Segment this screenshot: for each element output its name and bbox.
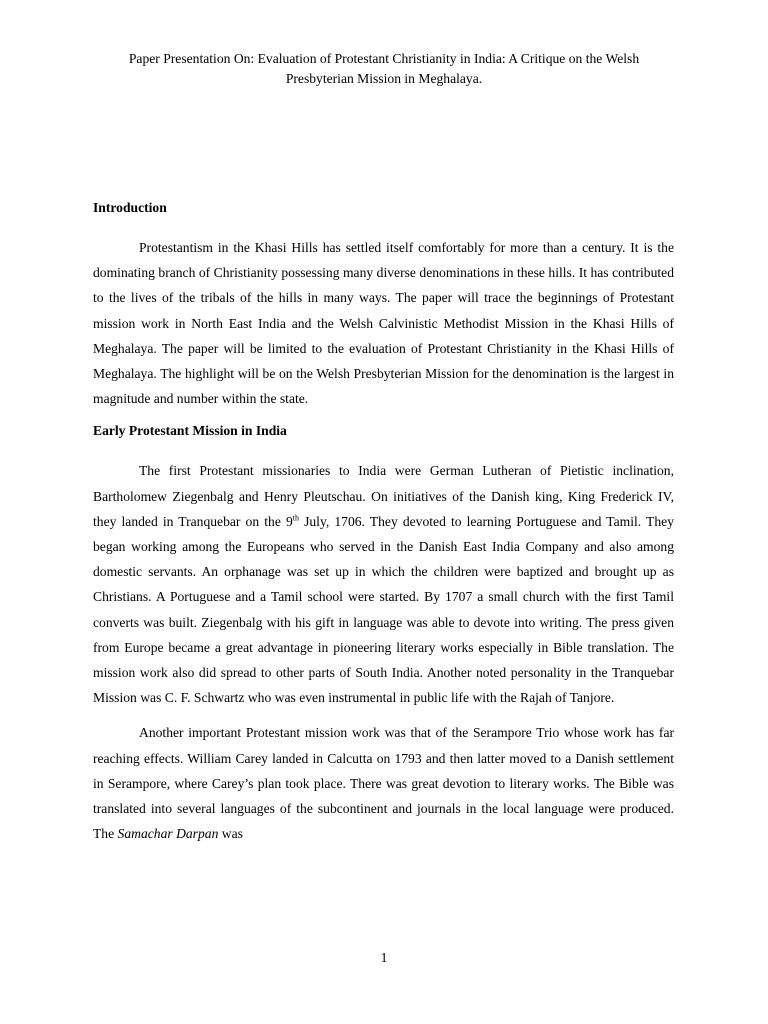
paper-title-line-2: Presbyterian Mission in Meghalaya.: [285, 71, 483, 86]
publication-title: Samachar Darpan: [117, 826, 219, 842]
page-number: 1: [380, 950, 388, 965]
early-mission-paragraph-1: [93, 458, 674, 710]
paragraph-text: The first Protestant missionaries to India were German Lutheran of Pietistic inclination, Bartholomew Ziegenbalg and Henry Pleutschau. On initiatives of the Danish king, King Frederick IV, they landed in Tranquebar on the 9: [93, 463, 674, 529]
paragraph-text: July, 1706. They devoted to learning Portuguese and Tamil. They began working among the Europeans who served in the Danish East India Company and also among domestic servants. An orphanage was set up in which the children were baptized and brought up as Christians. A Portuguese and a Tamil school were started. By 1707 a small church with the first Tamil converts was built. Ziegenbalg with his gift in language was able to devote into writing. The press given from Europe became a great advantage in pioneering literary works especially in Bible translation. The mission work also did spread to other parts of South India. Another noted personality in the Tranquebar Mission was C. F. Schwartz who was even instrumental in public life with the Rajah of Tanjore.: [93, 513, 674, 706]
paragraph-text: was: [218, 826, 243, 842]
section-heading-early-mission: Early Protestant Mission in India: [93, 423, 287, 439]
section-heading-introduction: Introduction: [93, 200, 167, 215]
early-mission-paragraph-2: [93, 720, 674, 846]
document-body: [93, 198, 674, 846]
paper-title: [70, 49, 698, 89]
paragraph-text: Another important Protestant mission work was that of the Serampore Trio whose work has far reaching effects. William Carey landed in Calcutta on 1793 and then latter moved to a Danish settlement in Serampore, where Carey’s plan took place. There was great devotion to literary works. The Bible was translated into several languages of the subcontinent and journals in the local language were produced. The: [93, 725, 674, 842]
introduction-paragraph: Protestantism in the Khasi Hills has settled itself comfortably for more than a century. It is the dominating branch of Christianity possessing many diverse denominations in these hills. It has contributed to the lives of the tribals of the hills in many ways. The paper will trace the beginnings of Protestant mission work in North East India and the Welsh Calvinistic Methodist Mission in the Khasi Hills of Meghalaya. The paper will be limited to the evaluation of Protestant Christianity in the Khasi Hills of Meghalaya. The highlight will be on the Welsh Presbyterian Mission for the denomination is the largest in magnitude and number within the state.: [93, 240, 674, 407]
paper-title-line-1: Paper Presentation On: Evaluation of Protestant Christianity in India: A Critique on the Welsh: [128, 51, 640, 66]
ordinal-superscript: th: [292, 513, 299, 523]
